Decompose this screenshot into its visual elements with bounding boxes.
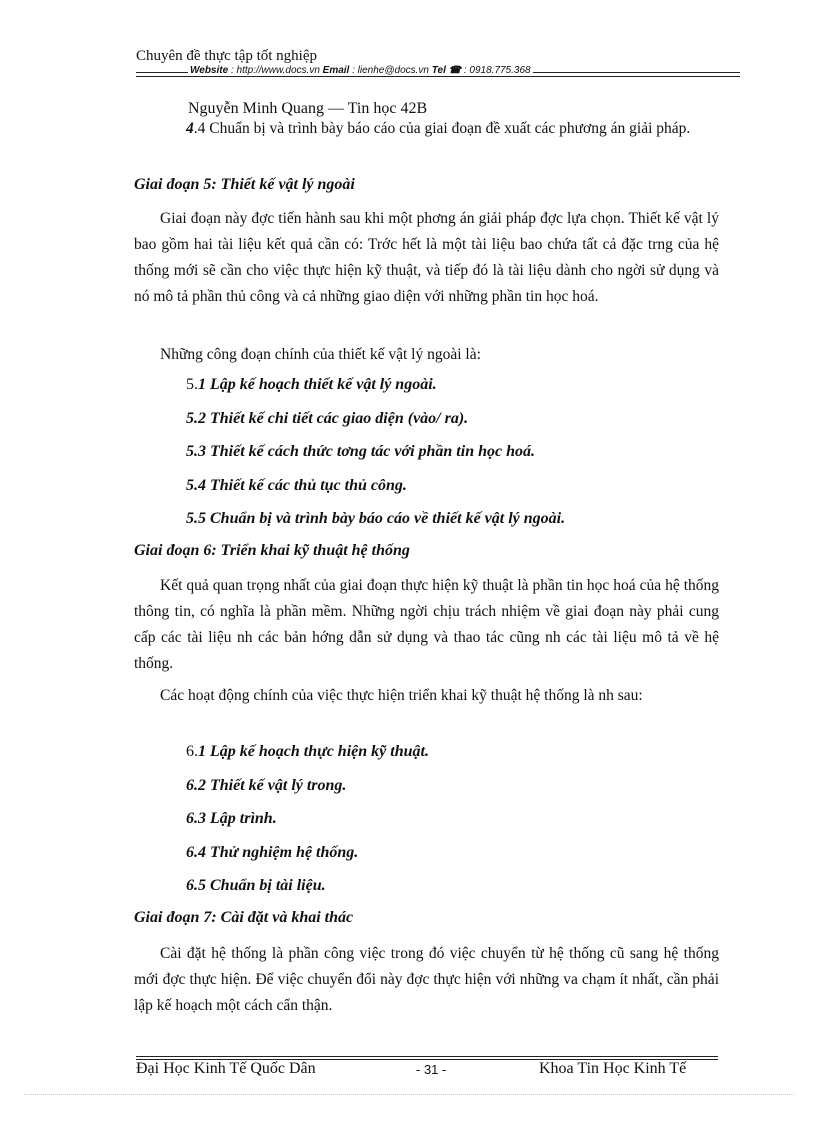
website-label: Website (190, 65, 229, 76)
list-item-text: Thiết kế cách thức tơng tác với phần tin học hoá. (206, 443, 535, 460)
list-item-text: Thử nghiệm hệ thống. (206, 844, 359, 861)
list-item (186, 410, 468, 428)
list-item-number: 6.4 (186, 844, 206, 861)
page-edge-divider (24, 1094, 794, 1095)
list-item (186, 844, 358, 862)
list-item (186, 510, 565, 528)
stage6-paragraph-1: Kết quả quan trọng nhất của giai đoạn thực hiện kỹ thuật là phần tin học hoá của hệ thống thông tin, có nghĩa là phần mềm. Những ngời chịu trách nhiệm về giai đoạn này phải cung cấp các tài liệu nh các bản hớng dẫn sử dụng và thao tác cũng nh các tài liệu mô tả về hệ thống. (134, 577, 719, 672)
stage5-heading: Giai đoạn 5: Thiết kế vật lý ngoài (134, 176, 355, 193)
list-item-number: 5.3 (186, 443, 206, 460)
website-link[interactable]: : http://www.docs.vn (228, 65, 323, 76)
list-item-number: 5. (186, 376, 198, 393)
intro-prefix: 4 (186, 120, 194, 137)
list-item-text: 1 Lập kế hoạch thực hiện kỹ thuật. (198, 743, 429, 760)
footer-rule (136, 1056, 718, 1057)
footer-faculty: Khoa Tin Học Kinh Tế (539, 1060, 687, 1077)
list-item-text: Lập trình. (206, 810, 277, 827)
stage6-paragraph-2: Các hoạt động chính của việc thực hiện triển khai kỹ thuật hệ thống là nh sau: (160, 687, 643, 704)
list-item (186, 376, 437, 394)
list-item (186, 743, 429, 761)
list-item (186, 810, 277, 828)
stage7-paragraph-1: Cài đặt hệ thống là phần công việc trong đó việc chuyển từ hệ thống cũ sang hệ thống mới đợc thực hiện. Để việc chuyển đổi này đợc thực hiện với những va chạm ít nhất, cần phải lập kế hoạch một cách cẩn thận. (134, 945, 719, 1014)
stage6-heading: Giai đoạn 6: Triển khai kỹ thuật hệ thống (134, 542, 410, 559)
tel-value: : 0918.775.368 (461, 65, 531, 76)
list-item-text: Chuẩn bị tài liệu. (206, 877, 326, 894)
footer-university: Đại Học Kinh Tế Quốc Dân (136, 1060, 316, 1077)
intro-text: .4 Chuẩn bị và trình bày báo cáo của giai đoạn đề xuất các phương án giải pháp. (193, 120, 691, 137)
email-link[interactable]: : lienhe@docs.vn (349, 65, 432, 76)
stage7-heading: Giai đoạn 7: Cài đặt và khai thác (134, 909, 354, 926)
document-title: Chuyên đề thực tập tốt nghiệp (136, 48, 318, 64)
list-item-text: Thiết kế chi tiết các giao diện (vào/ ra). (206, 410, 469, 427)
intro-paragraph (134, 116, 719, 142)
header-rule-double (136, 76, 740, 77)
email-label: Email (322, 65, 350, 76)
list-item-text: Chuẩn bị và trình bày báo cáo về thiết kế vật lý ngoài. (206, 510, 566, 527)
list-item-number: 6. (186, 743, 198, 760)
list-item-text: 1 Lập kế hoạch thiết kế vật lý ngoài. (198, 376, 437, 393)
header-contact-line (188, 65, 533, 76)
list-item-number: 5.5 (186, 510, 206, 527)
list-item (186, 477, 407, 495)
list-item-text: Thiết kế các thủ tục thủ công. (206, 477, 407, 494)
stage5-paragraph-1: Giai đoạn này đợc tiến hành sau khi một phơng án giải pháp đợc lựa chọn. Thiết kế vật lý bao gồm hai tài liệu kết quả cần có: Trớc hết là một tài liệu bao chứa tất cả đặc trng của hệ thống mới sẽ cần cho việc thực hiện kỹ thuật, và tiếp đó là tài liệu dành cho ngời sử dụng và nó mô tả phần thủ công và cả những giao diện với những phần tin học hoá. (134, 210, 719, 305)
list-item-text: Thiết kế vật lý trong. (206, 777, 347, 794)
author-line: Nguyễn Minh Quang — Tin học 42B (188, 100, 428, 117)
list-item (186, 443, 535, 461)
list-item-number: 6.2 (186, 777, 206, 794)
stage5-paragraph-2: Những công đoạn chính của thiết kế vật lý ngoài là: (160, 346, 481, 363)
list-item (186, 877, 326, 895)
tel-label: Tel ☎ (431, 65, 462, 76)
list-item-number: 5.4 (186, 477, 206, 494)
page-number: - 31 - (416, 1062, 447, 1077)
list-item-number: 6.3 (186, 810, 206, 827)
list-item-number: 6.5 (186, 877, 206, 894)
list-item (186, 777, 346, 795)
list-item-number: 5.2 (186, 410, 206, 427)
